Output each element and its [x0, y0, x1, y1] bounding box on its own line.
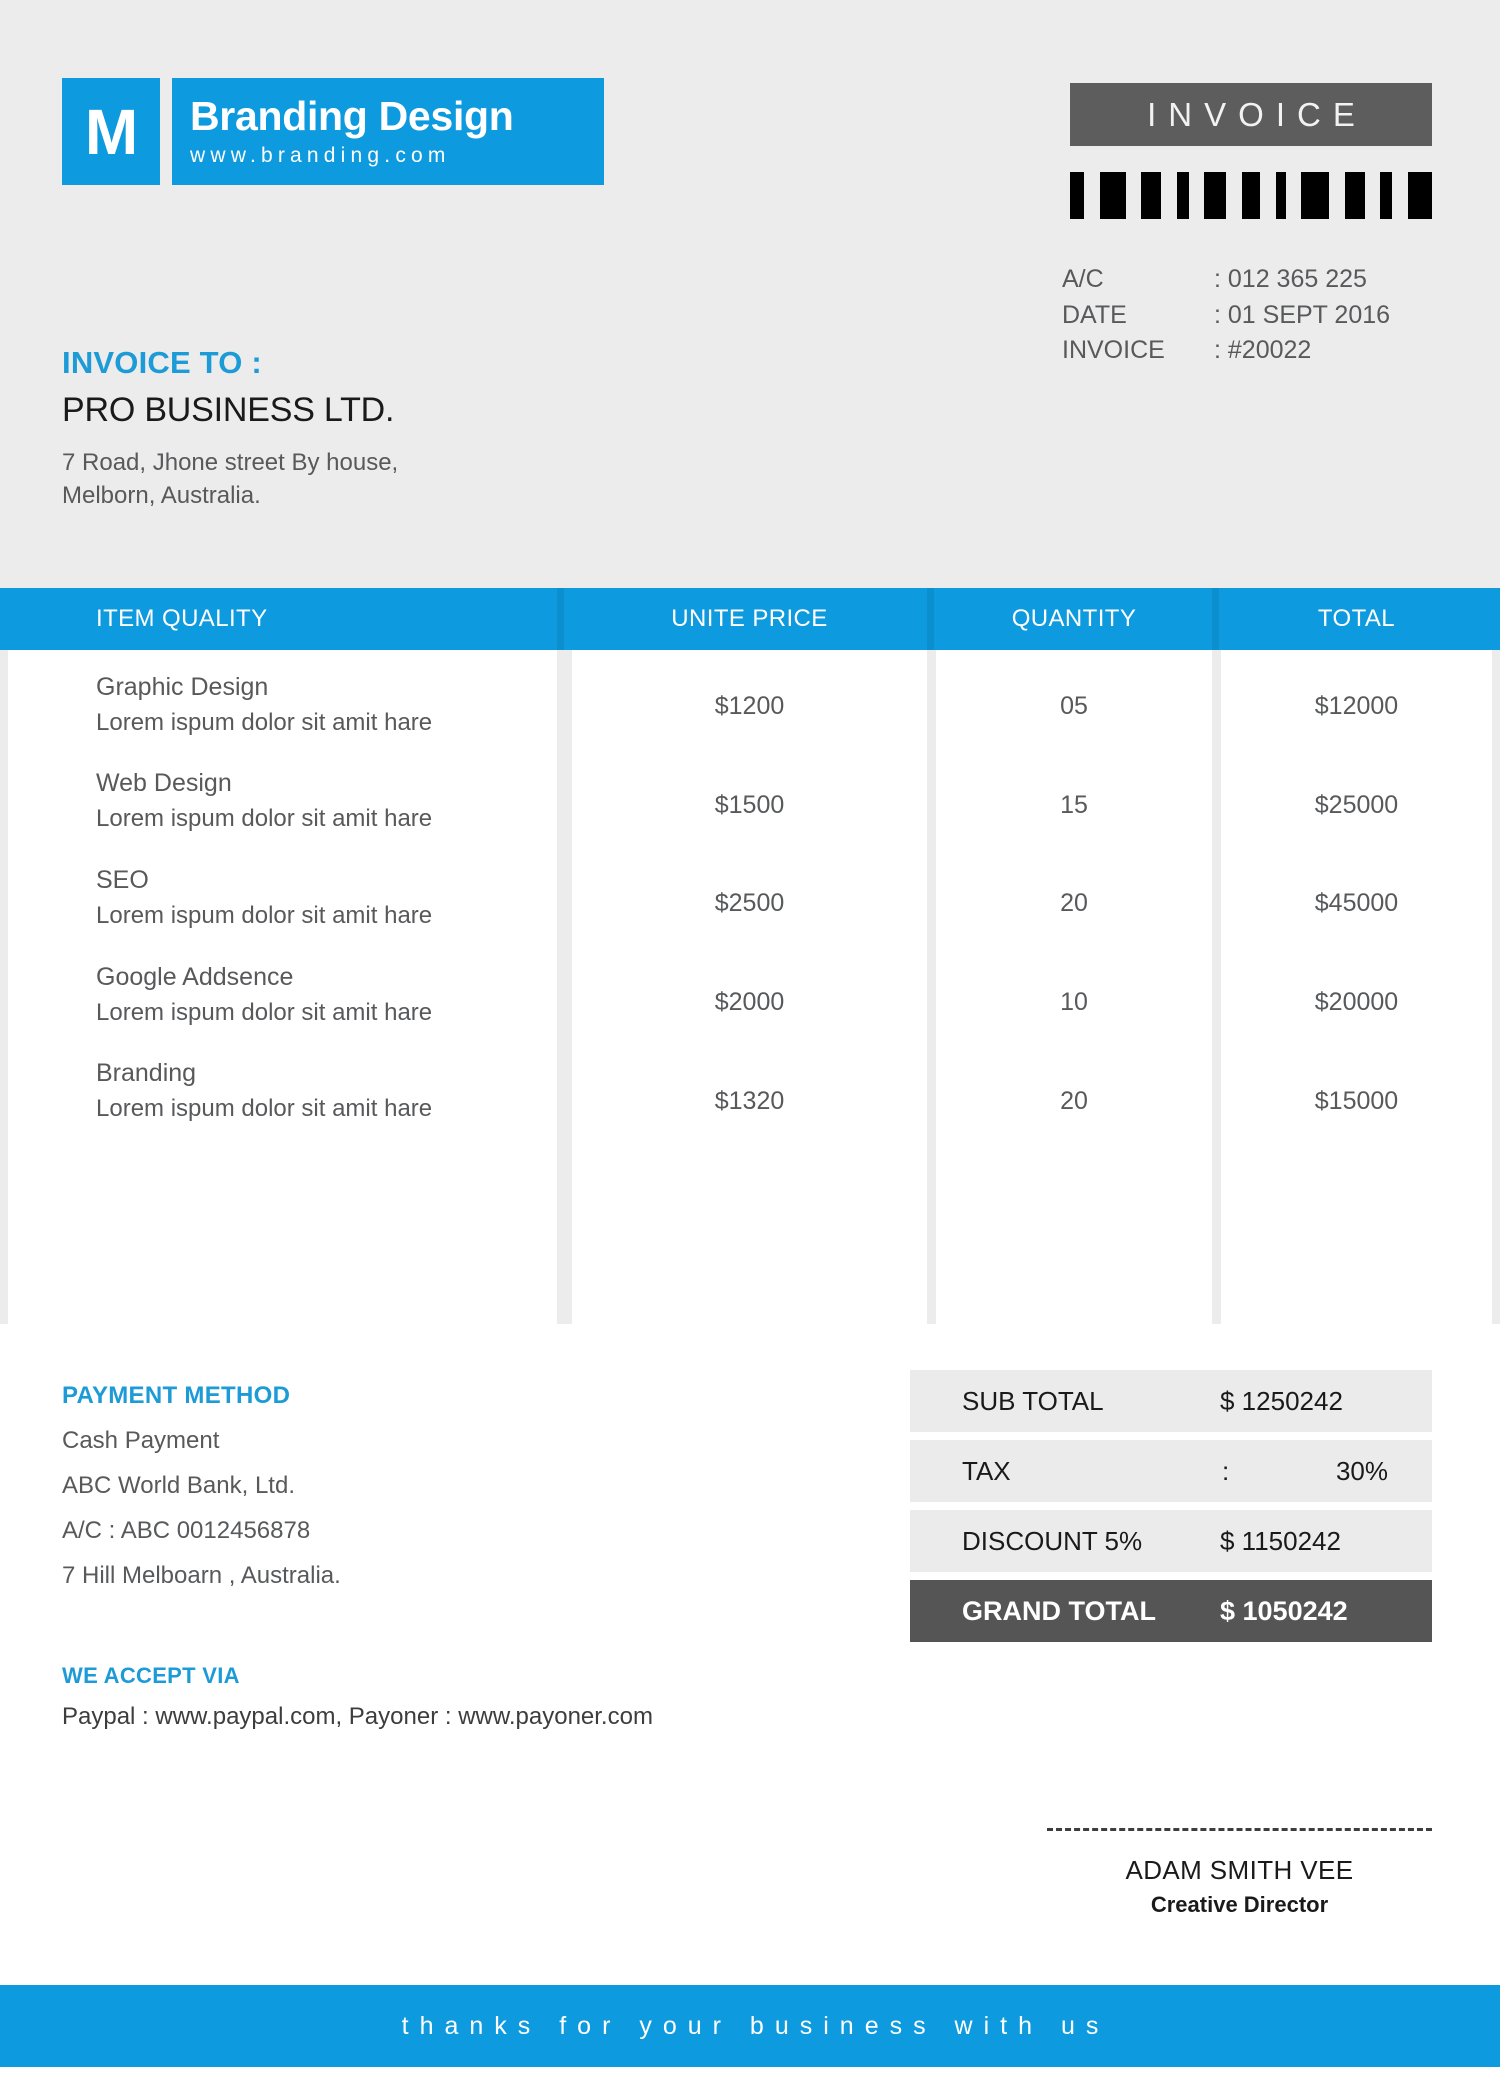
signature-block	[1047, 1828, 1432, 1918]
invoice-to-block	[62, 345, 398, 512]
signature-name: ADAM SMITH VEE	[1125, 1855, 1354, 1885]
footer-bar	[0, 1985, 1500, 2067]
meta-label-invoice: INVOICE	[1062, 336, 1165, 364]
item-unit-price: $1500	[714, 791, 785, 819]
table-row	[96, 962, 556, 1028]
item-description: Lorem ispum dolor sit amit hare	[96, 805, 433, 832]
payment-line-3: A/C : ABC 0012456878	[62, 1517, 311, 1544]
column-header-total: TOTAL	[1317, 605, 1396, 632]
quantity-column	[936, 650, 1212, 1324]
item-total: $25000	[1314, 791, 1399, 819]
total-column	[1221, 650, 1492, 1324]
items-table-body	[0, 650, 1500, 1324]
meta-value-ac: : 012 365 225	[1214, 265, 1367, 293]
grand-total-label: GRAND TOTAL	[962, 1595, 1156, 1626]
price-column	[572, 650, 927, 1324]
payment-method-title: PAYMENT METHOD	[62, 1382, 291, 1409]
invoice-to-title: INVOICE TO :	[62, 345, 262, 380]
column-header-item: ITEM QUALITY	[96, 605, 268, 632]
payment-line-2: ABC World Bank, Ltd.	[62, 1472, 295, 1499]
meta-row-ac	[1062, 262, 1432, 298]
brand-name: Branding Design	[190, 93, 514, 140]
logo-mark-letter: M	[84, 95, 138, 168]
discount-value: $ 1150242	[1220, 1525, 1341, 1556]
brand-logo	[62, 78, 604, 185]
payment-line-4: 7 Hill Melboarn , Australia.	[62, 1562, 341, 1589]
item-quantity: 15	[1060, 791, 1088, 819]
barcode-bar	[1242, 172, 1260, 219]
grand-total-row	[910, 1580, 1432, 1642]
items-table-header	[0, 588, 1500, 650]
sub-total-value: $ 1250242	[1220, 1385, 1343, 1416]
item-quantity: 05	[1060, 692, 1088, 720]
item-total: $12000	[1314, 692, 1399, 720]
item-unit-price: $2000	[714, 988, 785, 1016]
we-accept-line: Paypal : www.paypal.com, Payoner : www.payoner.com	[62, 1703, 653, 1730]
header-divider-1	[557, 588, 564, 650]
item-unit-price: $1320	[714, 1087, 785, 1115]
item-quantity: 10	[1060, 988, 1088, 1016]
discount-row	[910, 1510, 1432, 1572]
sub-total-row	[910, 1370, 1432, 1432]
invoice-to-address-line2: Melborn, Australia.	[62, 482, 261, 510]
invoice-meta	[1062, 262, 1432, 369]
barcode-icon	[1070, 172, 1432, 219]
we-accept-title: WE ACCEPT VIA	[62, 1663, 240, 1688]
meta-value-date: : 01 SEPT 2016	[1214, 300, 1391, 329]
discount-label: DISCOUNT 5%	[962, 1525, 1143, 1556]
meta-row-invoice	[1062, 333, 1432, 369]
item-description: Lorem ispum dolor sit amit hare	[96, 1095, 433, 1122]
item-name: SEO	[96, 866, 149, 894]
invoice-to-address-line1: 7 Road, Jhone street By house,	[62, 449, 399, 476]
signature-line	[1047, 1828, 1432, 1831]
tax-row	[910, 1440, 1432, 1502]
barcode-bar	[1100, 172, 1126, 219]
meta-row-date	[1062, 298, 1432, 334]
column-header-qty: QUANTITY	[1011, 605, 1137, 632]
tax-label: TAX	[962, 1455, 1011, 1486]
signature-role: Creative Director	[1150, 1892, 1329, 1917]
barcode-bar	[1276, 172, 1286, 219]
header-divider-2	[927, 588, 934, 650]
invoice-banner	[1070, 83, 1432, 146]
item-total: $45000	[1314, 889, 1399, 917]
meta-label-date: DATE	[1062, 300, 1127, 329]
logo-mark-icon	[62, 78, 160, 185]
table-row	[96, 865, 556, 931]
column-header-price: UNITE PRICE	[671, 605, 828, 632]
invoice-to-company: PRO BUSINESS LTD.	[62, 391, 395, 429]
invoice-to-address	[62, 446, 398, 512]
totals-block	[910, 1370, 1432, 1642]
item-quantity: 20	[1060, 1087, 1088, 1115]
tax-colon: :	[1222, 1455, 1230, 1486]
items-column	[8, 650, 557, 1324]
item-total: $15000	[1314, 1087, 1399, 1115]
barcode-bar	[1177, 172, 1189, 219]
barcode-bar	[1204, 172, 1226, 219]
item-unit-price: $1200	[714, 692, 785, 720]
item-name: Graphic Design	[96, 673, 269, 701]
item-description: Lorem ispum dolor sit amit hare	[96, 902, 433, 929]
barcode-bar	[1141, 172, 1161, 219]
table-row	[96, 1058, 556, 1124]
item-quantity: 20	[1060, 889, 1088, 917]
barcode-bar	[1408, 172, 1432, 219]
logo-text-block	[172, 78, 604, 185]
item-description: Lorem ispum dolor sit amit hare	[96, 709, 433, 736]
meta-value-invoice: : #20022	[1214, 336, 1312, 364]
invoice-banner-title: INVOICE	[1147, 95, 1367, 133]
payment-method-block	[62, 1382, 341, 1590]
item-unit-price: $2500	[714, 889, 785, 917]
barcode-bar	[1345, 172, 1365, 219]
meta-label-ac: A/C	[1062, 265, 1104, 293]
payment-line-1: Cash Payment	[62, 1427, 220, 1454]
item-description: Lorem ispum dolor sit amit hare	[96, 999, 433, 1026]
barcode-bar	[1301, 172, 1329, 219]
item-name: Branding	[96, 1059, 197, 1087]
we-accept-block	[62, 1663, 653, 1731]
footer-message: thanks for your business with us	[401, 2011, 1110, 2040]
grand-total-value: $ 1050242	[1220, 1595, 1348, 1626]
item-total: $20000	[1314, 988, 1399, 1016]
tax-value: 30%	[1335, 1455, 1388, 1486]
sub-total-label: SUB TOTAL	[962, 1385, 1104, 1416]
table-row	[96, 672, 556, 738]
table-row	[96, 768, 556, 834]
brand-website: www.branding.com	[190, 143, 451, 167]
item-name: Google Addsence	[96, 963, 294, 991]
barcode-bar	[1380, 172, 1392, 219]
item-name: Web Design	[96, 769, 232, 797]
barcode-bar	[1070, 172, 1084, 219]
header-divider-3	[1212, 588, 1219, 650]
